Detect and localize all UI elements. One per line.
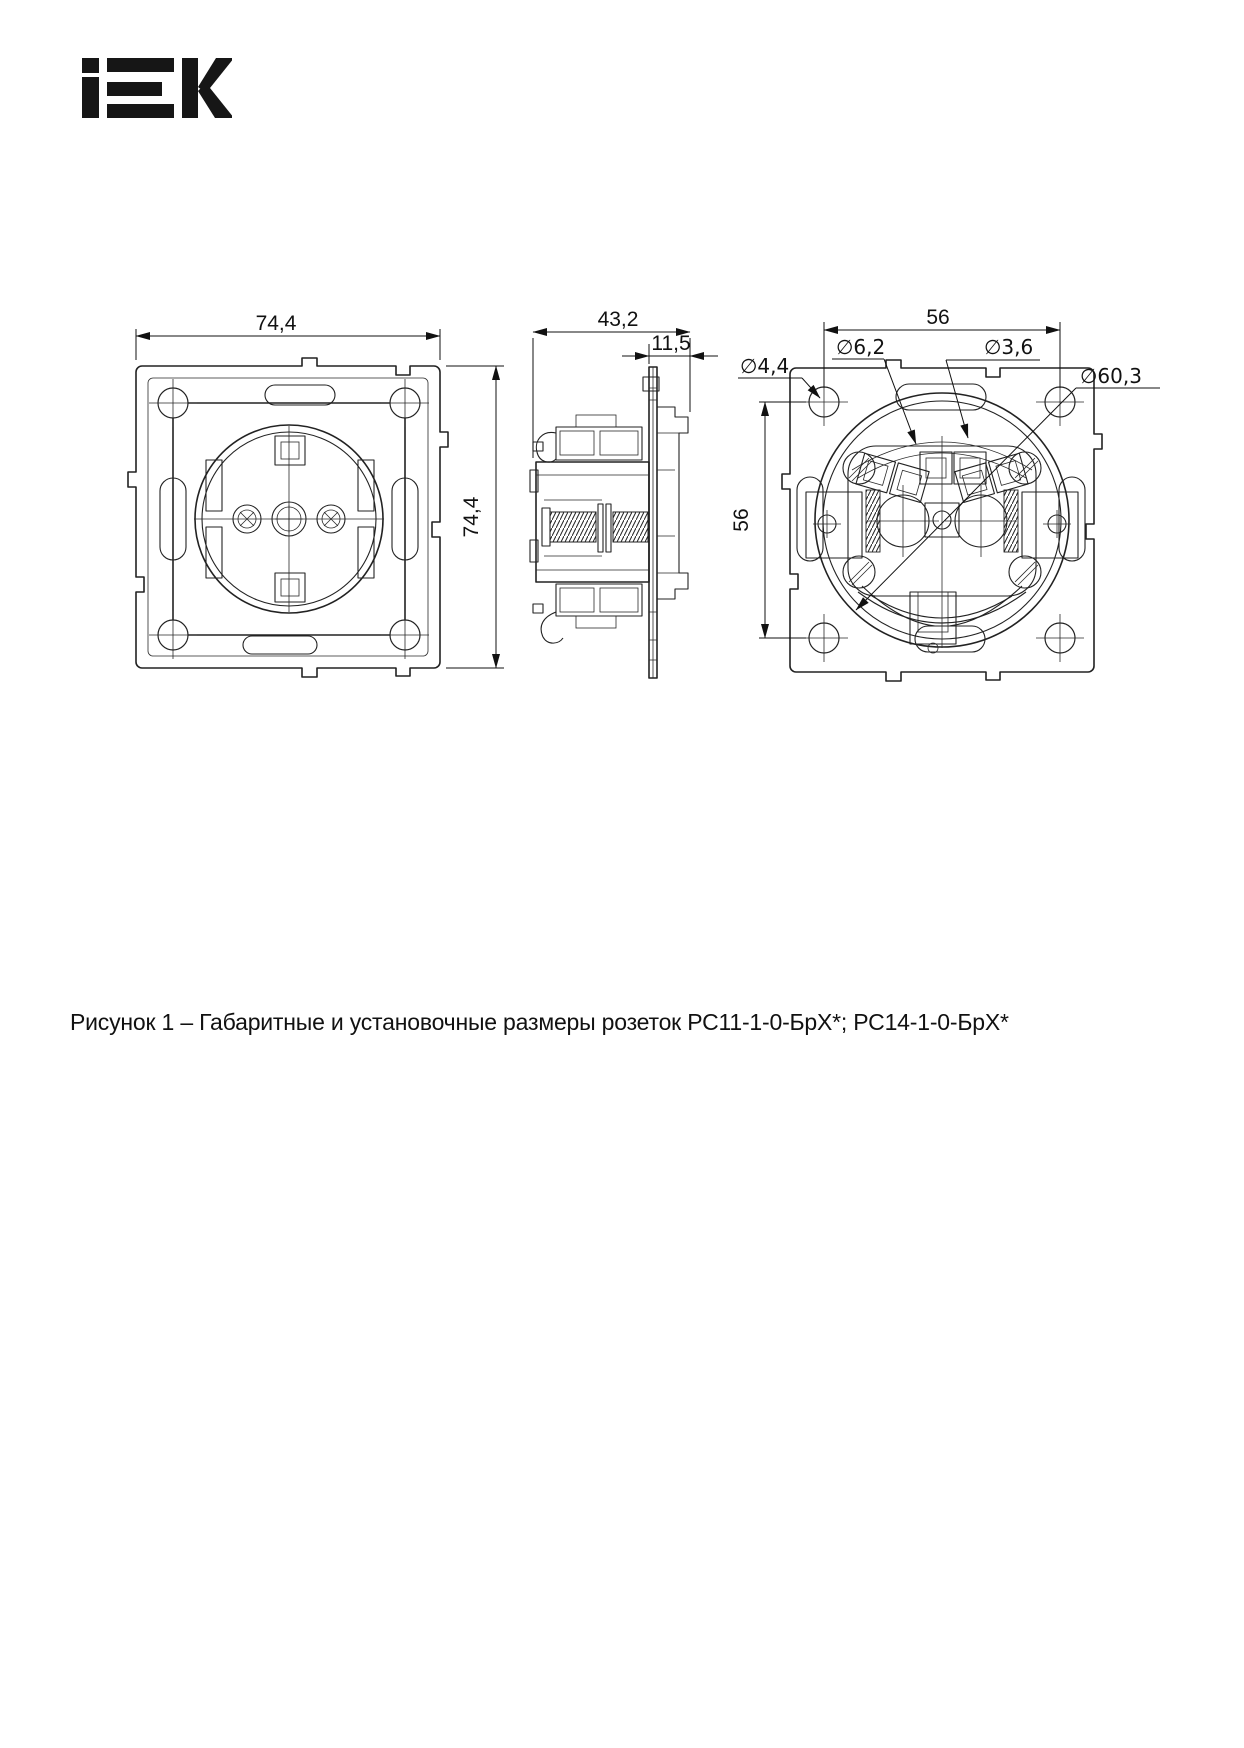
screw-hole-leader [946, 335, 1040, 438]
front-view [128, 312, 504, 677]
figure-caption: Рисунок 1 – Габаритные и установочные размеры розеток РС11-1-0-БрХ*; РС14-1-0-БрХ* [70, 1009, 1009, 1035]
back-span-v-dimension [730, 402, 806, 638]
side-front-depth-dimension [622, 332, 718, 364]
dim-front-width: 74,4 [255, 312, 297, 335]
label-body-dia: ∅60,3 [1080, 364, 1142, 388]
mount-hole-leader [738, 354, 820, 398]
dim-back-span-h: 56 [926, 306, 950, 329]
dim-front-height: 74,4 [460, 496, 483, 538]
label-terminal-dia: ∅6,2 [836, 335, 886, 359]
dim-back-span-v: 56 [730, 508, 753, 532]
body-dia-leader [856, 364, 1160, 610]
side-view [530, 308, 718, 678]
dim-side-depth: 43,2 [597, 308, 639, 331]
back-view [730, 306, 1160, 681]
label-mount-hole-dia: ∅4,4 [740, 354, 790, 378]
front-height-dimension [446, 366, 504, 668]
front-width-dimension [136, 312, 440, 360]
terminal-dia-leader [832, 335, 916, 444]
label-screw-dia: ∅3,6 [984, 335, 1034, 359]
dim-side-front-depth: 11,5 [651, 332, 691, 355]
